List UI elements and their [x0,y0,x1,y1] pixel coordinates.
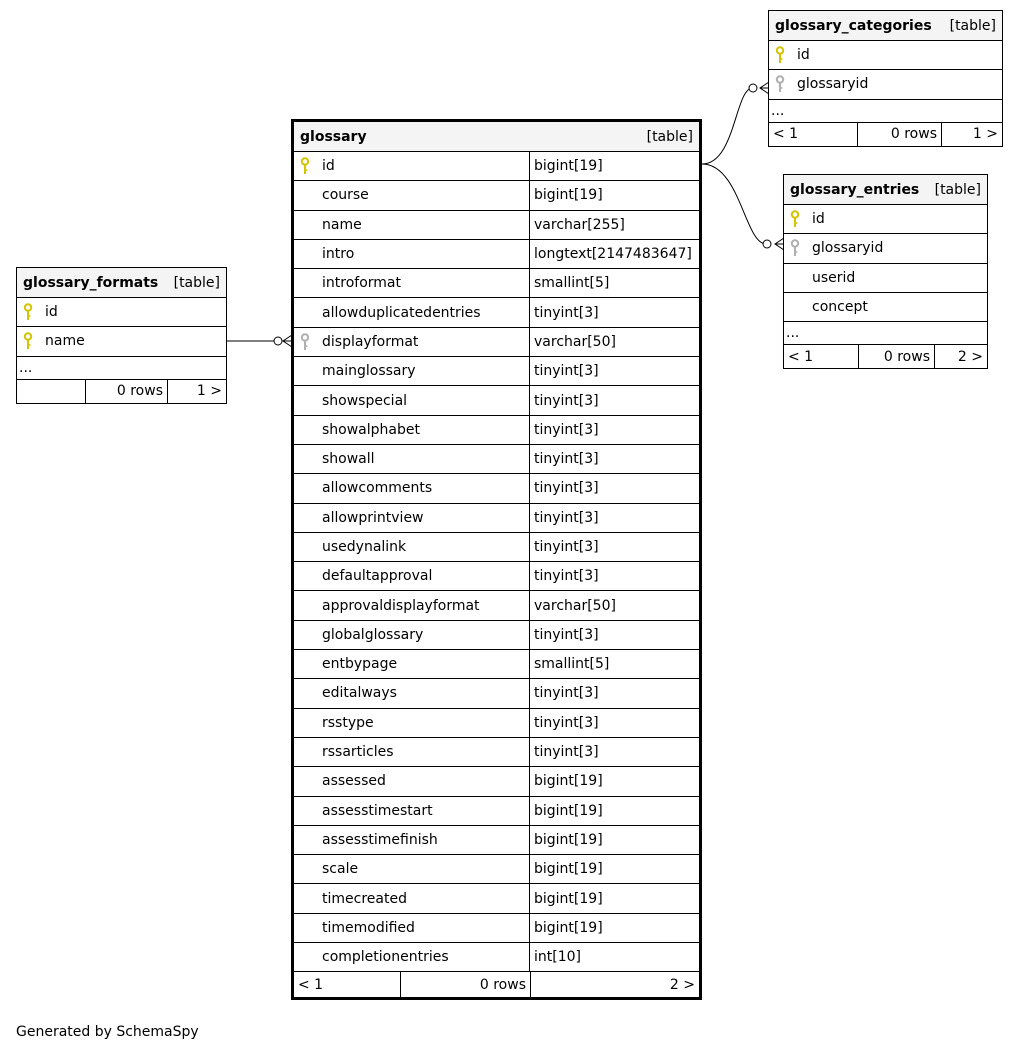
column-row[interactable] [294,268,699,297]
table-name: glossary_categories [775,17,932,34]
column-name: concept [812,299,868,316]
table-footer [769,122,1002,146]
column-name-cell [294,591,529,619]
column-name-cell [17,298,226,326]
edge-zero-marker [763,240,771,248]
table-name: glossary [300,128,367,145]
children-count: 2 > [530,972,699,997]
column-type: bigint[19] [529,855,699,883]
column-name-cell [294,533,529,561]
column-type: bigint[19] [529,181,699,209]
column-row[interactable] [294,708,699,737]
column-name-cell [294,474,529,502]
column-name-cell [294,152,529,180]
column-type: tinyint[3] [529,533,699,561]
column-row[interactable] [294,473,699,502]
column-name: displayformat [322,333,419,350]
column-name: intro [322,246,355,263]
column-name: completionentries [322,949,449,966]
ellipsis-row: ... [769,99,1002,122]
column-name-cell [294,298,529,326]
column-name-cell [784,205,987,233]
column-row[interactable] [294,942,699,971]
table-name: glossary_entries [790,181,920,198]
table-glossary-categories[interactable] [768,10,1003,147]
column-row[interactable] [294,796,699,825]
column-type: tinyint[3] [529,738,699,766]
table-glossary[interactable] [291,119,702,1000]
primary-key-icon [23,303,45,321]
table-header [17,268,226,297]
column-name: id [797,47,810,64]
primary-key-icon [300,157,322,175]
column-name: name [45,333,85,350]
column-name: assessed [322,773,386,790]
table-footer [17,379,226,403]
foreign-key-icon [790,239,812,257]
column-name: assesstimestart [322,802,433,819]
column-row[interactable] [294,766,699,795]
column-name-cell [17,327,226,355]
table-header [294,122,699,151]
column-type: tinyint[3] [529,386,699,414]
column-name: timecreated [322,890,407,907]
edge-zero-marker [749,84,757,92]
column-name: globalglossary [322,626,424,643]
column-name-cell [294,738,529,766]
row-count: 0 rows [85,380,167,403]
table-kind: [table] [949,17,996,34]
column-name: name [322,216,362,233]
children-count: 1 > [941,123,1002,146]
ellipsis-row: ... [17,356,226,379]
primary-key-icon [23,332,45,350]
column-row[interactable] [294,532,699,561]
column-name: showspecial [322,392,408,409]
column-row[interactable] [294,737,699,766]
column-name-cell [784,293,987,321]
column-type: bigint[19] [529,914,699,942]
column-name: allowcomments [322,480,433,497]
column-type: smallint[5] [529,269,699,297]
column-type: tinyint[3] [529,679,699,707]
column-type: bigint[19] [529,826,699,854]
parents-count [17,380,85,403]
column-row[interactable] [294,590,699,619]
column-name-cell [294,445,529,473]
column-type: bigint[19] [529,152,699,180]
table-name: glossary_formats [23,274,159,291]
column-row[interactable] [17,326,226,355]
edge-glossary-entries [702,164,766,244]
table-header [784,175,987,204]
column-type: tinyint[3] [529,474,699,502]
table-footer [294,971,699,997]
column-name-cell [294,504,529,532]
column-row[interactable] [294,385,699,414]
column-type: bigint[19] [529,767,699,795]
column-type: bigint[19] [529,884,699,912]
column-name-cell [294,386,529,414]
column-row[interactable] [294,356,699,385]
foreign-key-icon [300,333,322,351]
column-name: scale [322,861,359,878]
column-row[interactable] [294,239,699,268]
column-name-cell [294,855,529,883]
column-name: assesstimefinish [322,831,438,848]
column-type: varchar[50] [529,328,699,356]
column-name-cell [294,416,529,444]
column-type: tinyint[3] [529,357,699,385]
column-row[interactable] [769,40,1002,69]
column-type: tinyint[3] [529,445,699,473]
column-name: glossaryid [797,76,869,93]
column-row[interactable] [294,503,699,532]
column-name: introformat [322,275,401,292]
column-row[interactable] [784,263,987,292]
column-name: id [322,158,335,175]
parents-count: < 1 [788,348,814,365]
column-row[interactable] [769,69,1002,98]
edge-zero-marker [274,337,282,345]
column-type: tinyint[3] [529,298,699,326]
column-name-cell [784,234,987,262]
column-name-cell [769,41,1002,69]
column-name-cell [294,943,529,971]
column-name-cell [294,269,529,297]
table-glossary-formats[interactable] [16,267,227,404]
table-kind: [table] [646,128,693,145]
table-header [769,11,1002,40]
column-row[interactable] [294,649,699,678]
foreign-key-icon [775,75,797,93]
primary-key-icon [790,210,812,228]
generated-by-note: Generated by SchemaSpy [16,1024,199,1040]
column-row[interactable] [294,883,699,912]
column-row[interactable] [784,233,987,262]
column-row[interactable] [294,444,699,473]
column-name-cell [294,679,529,707]
children-count: 1 > [167,380,226,403]
column-row[interactable] [294,678,699,707]
column-name-cell [294,211,529,239]
column-name-cell [294,240,529,268]
column-name: mainglossary [322,363,416,380]
column-name: allowprintview [322,509,424,526]
parents-count: < 1 [298,976,324,993]
column-row[interactable] [294,913,699,942]
column-name: course [322,187,369,204]
column-name-cell [294,914,529,942]
column-name: id [812,211,825,228]
column-name: allowduplicatedentries [322,304,481,321]
column-row[interactable] [294,854,699,883]
column-name-cell [294,767,529,795]
column-type: bigint[19] [529,797,699,825]
column-name: showalphabet [322,421,420,438]
column-name: usedynalink [322,539,407,555]
column-name-cell [294,884,529,912]
column-name-cell [294,709,529,737]
column-row[interactable] [17,297,226,326]
column-name: showall [322,451,375,468]
column-row[interactable] [294,561,699,590]
column-type: tinyint[3] [529,621,699,649]
column-type: varchar[255] [529,211,699,239]
column-type: int[10] [529,943,699,971]
column-type: varchar[50] [529,591,699,619]
column-name: entbypage [322,656,398,673]
column-name-cell [294,826,529,854]
column-name: editalways [322,685,397,702]
row-count: 0 rows [858,345,934,368]
parents-count: < 1 [773,126,799,143]
children-count: 2 > [934,345,987,368]
column-name: id [45,304,58,321]
column-name: rsstype [322,714,374,731]
table-glossary-entries[interactable] [783,174,988,369]
column-row[interactable] [294,415,699,444]
column-name: timemodified [322,919,415,936]
column-type: tinyint[3] [529,416,699,444]
table-footer [784,344,987,368]
column-row[interactable] [294,327,699,356]
column-type: tinyint[3] [529,562,699,590]
column-name-cell [294,562,529,590]
column-name-cell [294,357,529,385]
column-name-cell [294,328,529,356]
column-row[interactable] [294,620,699,649]
column-row[interactable] [784,292,987,321]
column-name-cell [784,264,987,292]
column-name: defaultapproval [322,568,433,585]
column-name: userid [812,269,856,286]
column-row[interactable] [784,204,987,233]
column-name-cell [769,70,1002,98]
column-row[interactable] [294,297,699,326]
column-row[interactable] [294,210,699,239]
column-type: smallint[5] [529,650,699,678]
column-row[interactable] [294,151,699,180]
column-row[interactable] [294,180,699,209]
column-type: tinyint[3] [529,709,699,737]
table-kind: [table] [934,181,981,198]
column-name: glossaryid [812,240,884,257]
row-count: 0 rows [857,123,941,146]
ellipsis-row: ... [784,321,987,344]
column-name-cell [294,650,529,678]
edge-glossary-categories [702,88,752,164]
primary-key-icon [775,46,797,64]
table-kind: [table] [173,274,220,291]
column-name-cell [294,797,529,825]
column-name: rssarticles [322,744,394,761]
column-type: tinyint[3] [529,504,699,532]
column-type: longtext[2147483647] [529,240,699,268]
column-name-cell [294,621,529,649]
column-row[interactable] [294,825,699,854]
column-name: approvaldisplayformat [322,597,480,614]
column-name-cell [294,181,529,209]
row-count: 0 rows [400,972,530,997]
